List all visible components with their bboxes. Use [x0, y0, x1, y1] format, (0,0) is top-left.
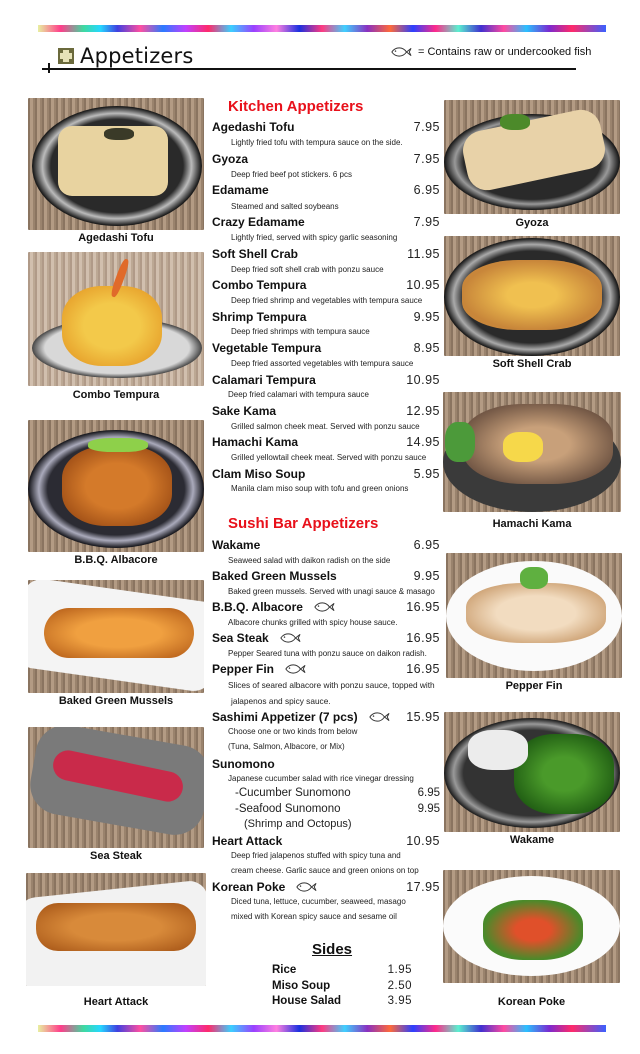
- decorative-bottom-stripe: [38, 1025, 606, 1032]
- item-description: Baked green mussels. Served with unagi sauce & masago: [228, 587, 435, 596]
- menu-item: Sashimi Appetizer (7 pcs) 15.95: [212, 710, 440, 724]
- header-rule: [42, 68, 576, 70]
- section-title-sides: Sides: [312, 941, 353, 958]
- menu-item: Gyoza 7.95: [212, 152, 440, 166]
- section-title-kitchen-appetizers: Kitchen Appetizers: [228, 98, 364, 115]
- photo-korean-poke: [443, 870, 620, 983]
- item-description-line2: cream cheese. Garlic sauce and green onions on top: [231, 866, 419, 875]
- photo-heart-attack: [26, 873, 206, 986]
- item-description: Deep fried jalapenos stuffed with spicy tuna and: [231, 851, 401, 860]
- side-item: House Salad 3.95: [272, 995, 412, 1007]
- raw-fish-icon: [313, 601, 335, 613]
- menu-item: Wakame 6.95: [212, 538, 440, 552]
- menu-item: Pepper Fin 16.95: [212, 662, 440, 676]
- photo-soft-shell-crab: [444, 236, 620, 356]
- logo-icon: [58, 48, 74, 64]
- item-description: Grilled yellowtail cheek meat. Served with ponzu sauce: [231, 453, 427, 462]
- photo-gyoza: [444, 100, 620, 214]
- item-description: Deep fried assorted vegetables with tempura sauce: [231, 359, 414, 368]
- item-description: Lightly fried, served with spicy garlic seasoning: [231, 233, 398, 242]
- caption-soft-shell-crab: Soft Shell Crab: [492, 358, 572, 370]
- raw-fish-icon: [295, 881, 317, 893]
- sub-option: -Seafood Sunomono 9.95: [235, 803, 440, 815]
- caption-sea-steak: Sea Steak: [90, 850, 142, 862]
- sub-option-note: (Shrimp and Octopus): [244, 818, 352, 830]
- page-title: Appetizers: [80, 44, 194, 68]
- item-description: Seaweed salad with daikon radish on the side: [228, 556, 391, 565]
- caption-korean-poke: Korean Poke: [497, 996, 566, 1008]
- item-description: Manila clam miso soup with tofu and green onions: [231, 484, 409, 493]
- section-title-sushi-bar-appetizers: Sushi Bar Appetizers: [228, 515, 379, 532]
- raw-fish-icon: [284, 663, 306, 675]
- item-description: Diced tuna, lettuce, cucumber, seaweed, masago: [231, 897, 406, 906]
- menu-item: B.B.Q. Albacore 16.95: [212, 600, 440, 614]
- photo-bbq-albacore: [28, 420, 204, 552]
- item-description: Choose one or two kinds from below: [228, 727, 358, 736]
- menu-item: Sake Kama 12.95: [212, 404, 440, 418]
- item-description-line2: jalapenos and spicy sauce.: [231, 696, 331, 706]
- menu-item: Sea Steak 16.95: [212, 631, 440, 645]
- menu-item: Hamachi Kama 14.95: [212, 435, 440, 449]
- menu-item: Korean Poke 17.95: [212, 880, 440, 894]
- menu-item: Shrimp Tempura 9.95: [212, 310, 440, 324]
- photo-agedashi-tofu: [28, 98, 204, 230]
- menu-item: Heart Attack 10.95: [212, 834, 440, 848]
- item-description: Deep fried soft shell crab with ponzu sauce: [231, 265, 384, 274]
- item-description-line2: (Tuna, Salmon, Albacore, or Mix): [228, 742, 345, 751]
- photo-combo-tempura: [28, 252, 204, 386]
- menu-item: Edamame 6.95: [212, 183, 440, 197]
- raw-fish-icon: [368, 711, 390, 723]
- menu-item: Calamari Tempura 10.95: [212, 373, 440, 387]
- page-header: [58, 42, 194, 70]
- menu-item: Vegetable Tempura 8.95: [212, 341, 440, 355]
- caption-bbq-albacore: B.B.Q. Albacore: [74, 554, 158, 566]
- item-description-line2: mixed with Korean spicy sauce and sesame oil: [231, 912, 397, 921]
- raw-fish-legend: [390, 46, 591, 58]
- caption-combo-tempura: Combo Tempura: [72, 389, 160, 401]
- item-description: Lightly fried tofu with tempura sauce on the side.: [231, 138, 403, 147]
- item-description: Deep fried shrimp and vegetables with tempura sauce: [231, 296, 423, 305]
- raw-fish-icon: [279, 632, 301, 644]
- menu-item: Combo Tempura 10.95: [212, 278, 440, 292]
- photo-pepper-fin: [446, 553, 622, 678]
- sub-option: -Cucumber Sunomono 6.95: [235, 787, 440, 799]
- item-description: Slices of seared albacore with ponzu sauce, topped with: [228, 680, 435, 690]
- item-description: Deep fried beef pot stickers. 6 pcs: [231, 170, 352, 179]
- caption-gyoza: Gyoza: [515, 217, 549, 229]
- menu-item: Agedashi Tofu 7.95: [212, 120, 440, 134]
- caption-agedashi-tofu: Agedashi Tofu: [78, 232, 154, 244]
- legend-text: = Contains raw or undercooked fish: [418, 46, 592, 58]
- photo-sea-steak: [28, 727, 204, 848]
- item-description: Deep fried calamari with tempura sauce: [228, 390, 369, 399]
- caption-wakame: Wakame: [509, 834, 555, 846]
- menu-item: Crazy Edamame 7.95: [212, 215, 440, 229]
- photo-wakame: [444, 712, 620, 832]
- photo-hamachi-kama: [443, 392, 621, 512]
- caption-pepper-fin: Pepper Fin: [505, 680, 563, 692]
- side-item: Miso Soup 2.50: [272, 980, 412, 992]
- caption-heart-attack: Heart Attack: [83, 996, 149, 1008]
- menu-item: Baked Green Mussels 9.95: [212, 569, 440, 583]
- caption-hamachi-kama: Hamachi Kama: [492, 518, 572, 530]
- fish-icon: [390, 46, 412, 58]
- caption-baked-green-mussels: Baked Green Mussels: [58, 695, 174, 707]
- menu-item: Soft Shell Crab 11.95: [212, 247, 440, 261]
- item-description: Albacore chunks grilled with spicy house sauce.: [228, 618, 398, 627]
- photo-baked-green-mussels: [28, 580, 204, 693]
- item-description: Japanese cucumber salad with rice vinegar dressing: [228, 774, 414, 783]
- item-description: Deep fried shrimps with tempura sauce: [231, 327, 370, 336]
- item-description: Steamed and salted soybeans: [231, 202, 339, 211]
- decorative-top-stripe: [38, 25, 606, 32]
- item-description: Grilled salmon cheek meat. Served with ponzu sauce: [231, 422, 420, 431]
- side-item: Rice 1.95: [272, 964, 412, 976]
- item-description: Pepper Seared tuna with ponzu sauce on daikon radish.: [228, 649, 427, 658]
- menu-item: Sunomono: [212, 757, 275, 771]
- menu-item: Clam Miso Soup 5.95: [212, 467, 440, 481]
